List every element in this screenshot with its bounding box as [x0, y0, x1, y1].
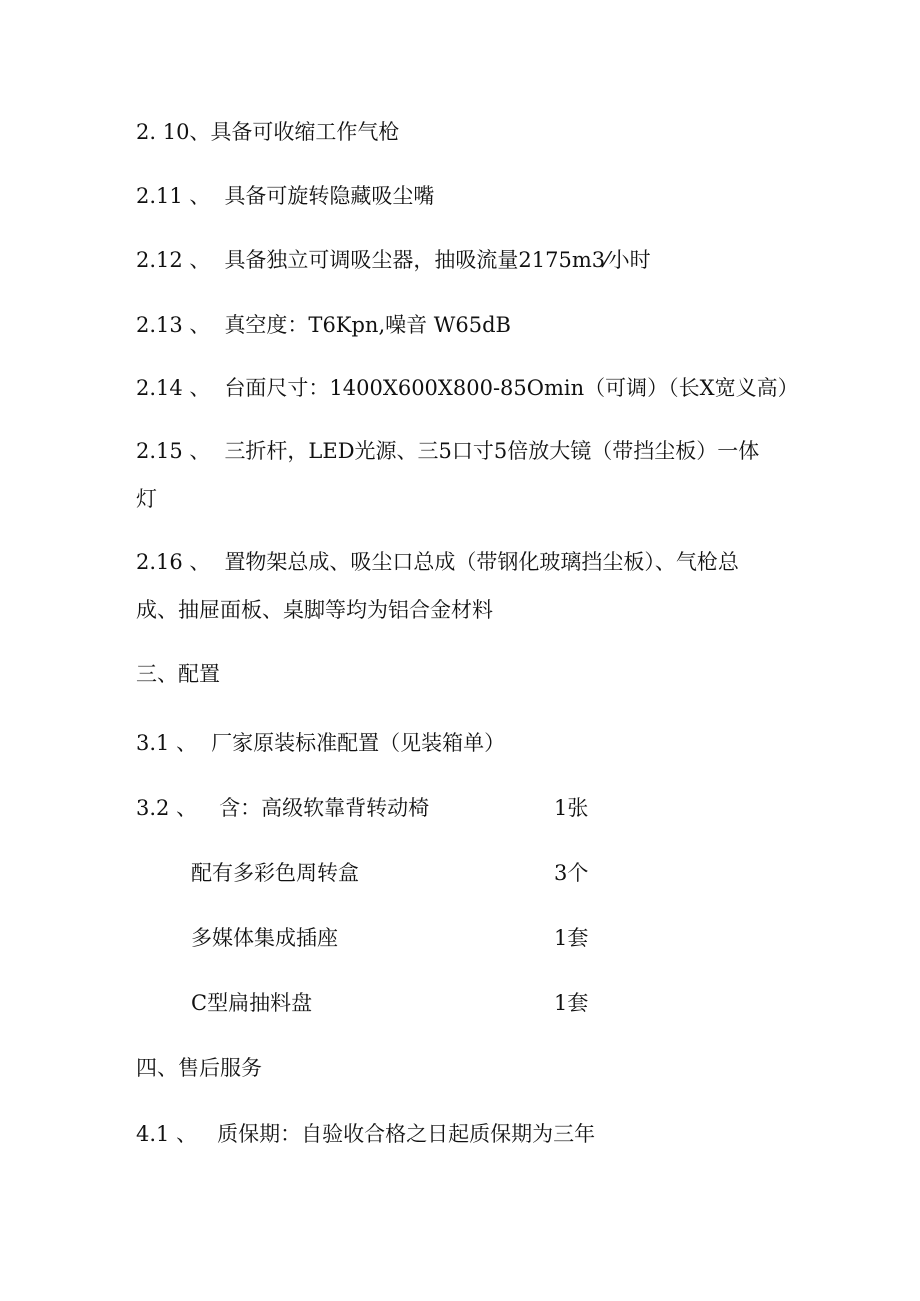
item-text: 含：高级软靠背转动椅: [219, 796, 430, 820]
config-qty: 1套: [554, 991, 589, 1015]
config-qty: 1张: [554, 796, 589, 820]
section-heading-3: 三、配置: [136, 662, 220, 686]
spec-item-2-12: [136, 246, 651, 274]
item-text: 厂家原装标准配置（见装箱单）: [211, 731, 506, 755]
item-text: 置物架总成、吸尘口总成（带钢化玻璃挡尘板）、气枪总: [224, 550, 739, 574]
config-sub-item: C型扁抽料盘: [191, 991, 313, 1015]
item-number: 3.2 、: [136, 796, 198, 820]
spec-item-2-15-continuation: 灯: [136, 487, 157, 511]
config-qty: 3个: [554, 861, 589, 885]
item-text: 具备独立可调吸尘器，抽吸流量2175m3⁄小时: [224, 248, 651, 272]
item-text: 质保期：自验收合格之日起质保期为三年: [217, 1122, 596, 1146]
item-number: 2.15 、: [136, 439, 211, 463]
item-number: 2.11 、: [136, 184, 211, 208]
item-text: 台面尺寸：1400X600X800-85Omin（可调）（长X宽义高）: [224, 376, 799, 400]
config-qty: 1套: [554, 926, 589, 950]
config-item-3-1: [136, 729, 505, 757]
config-sub-item: 配有多彩色周转盒: [191, 861, 359, 885]
item-number: 2.14 、: [136, 376, 211, 400]
item-text: 具备可旋转隐藏吸尘嘴: [224, 184, 435, 208]
item-number: 3.1 、: [136, 731, 198, 755]
section-heading-4: 四、售后服务: [136, 1056, 262, 1080]
spec-item-2-11: [136, 182, 434, 210]
spec-item-2-13: [136, 311, 511, 339]
service-item-4-1: [136, 1120, 595, 1148]
config-item-3-2: [136, 794, 429, 822]
item-text: 具备可收缩工作气枪: [210, 120, 400, 144]
spec-item-2-16: [136, 548, 739, 576]
spec-item-2-16-continuation: 成、抽屉面板、桌脚等均为铝合金材料: [136, 598, 493, 622]
spec-item-2-15: [136, 437, 759, 465]
item-number: 4.1 、: [136, 1122, 198, 1146]
item-number: 2.12 、: [136, 248, 211, 272]
config-sub-item: 多媒体集成插座: [191, 926, 338, 950]
item-text: 真空度：T6Kpn,噪音 W65dB: [224, 313, 511, 337]
item-number: 2. 10、: [136, 120, 211, 144]
item-number: 2.13 、: [136, 313, 211, 337]
item-text: 三折杆，LED光源、三5口寸5倍放大镜（带挡尘板）一体: [224, 439, 760, 463]
item-number: 2.16 、: [136, 550, 211, 574]
spec-item-2-14: [136, 374, 799, 402]
spec-item-2-10: [136, 118, 399, 146]
